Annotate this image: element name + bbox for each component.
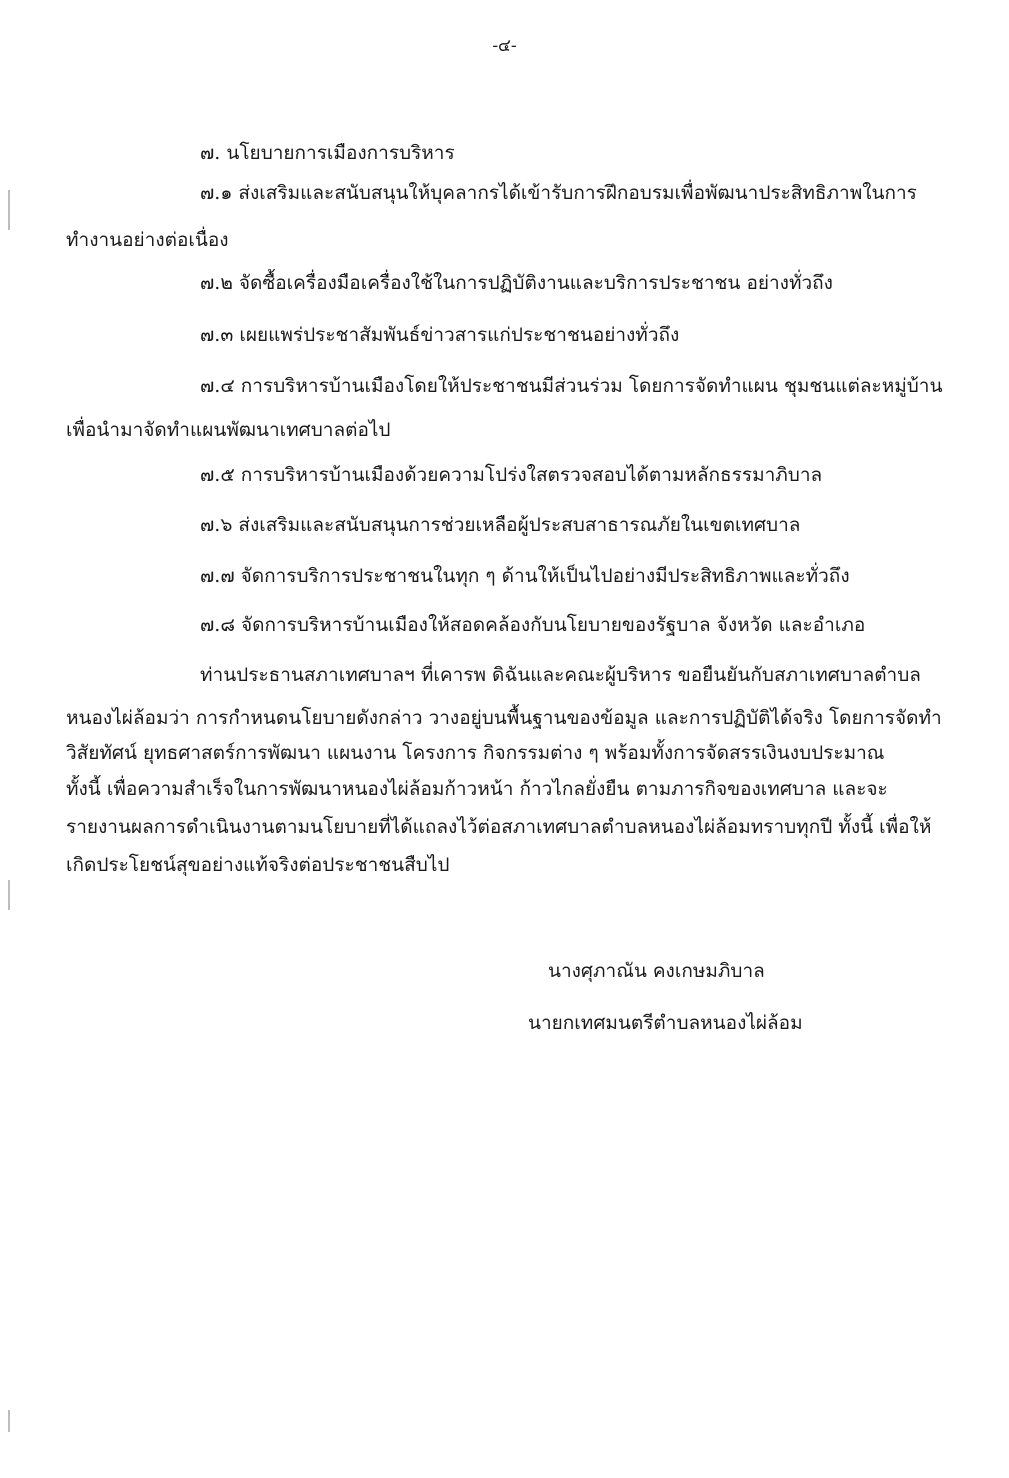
paragraph-line: หนองไผ่ล้อมว่า การกำหนดนโยบายดังกล่าว วางอยู่บนพื้นฐานของข้อมูล และการปฏิบัติได้จริง โดยการจัดทำ xyxy=(66,707,942,729)
policy-item-7-6: ๗.๖ ส่งเสริมและสนับสนุนการช่วยเหลือผู้ประสบสาธารณภัยในเขตเทศบาล xyxy=(200,514,801,536)
scan-edge-mark xyxy=(8,190,10,230)
policy-item-7-8: ๗.๘ จัดการบริหารบ้านเมืองให้สอดคล้องกับนโยบายของรัฐบาล จังหวัด และอำเภอ xyxy=(200,614,866,636)
paragraph-line: รายงานผลการดำเนินงานตามนโยบายที่ได้แถลงไว้ต่อสภาเทศบาลตำบลหนองไผ่ล้อมทราบทุกปี ทั้งนี้ เพื่อให้ xyxy=(66,816,932,838)
scan-edge-mark xyxy=(8,880,10,910)
policy-item-7-4: ๗.๔ การบริหารบ้านเมืองโดยให้ประชาชนมีส่วนร่วม โดยการจัดทำแผน ชุมชนแต่ละหมู่บ้าน xyxy=(200,375,943,397)
signatory-title: นายกเทศมนตรีตำบลหนองไผ่ล้อม xyxy=(528,1012,803,1034)
policy-item-7-1-continuation: ทำงานอย่างต่อเนื่อง xyxy=(66,229,229,251)
policy-item-7-3: ๗.๓ เผยแพร่ประชาสัมพันธ์ข่าวสารแก่ประชาชนอย่างทั่วถึง xyxy=(200,324,680,346)
section-heading: ๗. นโยบายการเมืองการบริหาร xyxy=(200,142,455,164)
policy-item-7-5: ๗.๕ การบริหารบ้านเมืองด้วยความโปร่งใสตรวจสอบได้ตามหลักธรรมาภิบาล xyxy=(200,464,823,486)
policy-item-7-1: ๗.๑ ส่งเสริมและสนับสนุนให้บุคลากรได้เข้ารับการฝึกอบรมเพื่อพัฒนาประสิทธิภาพในการ xyxy=(200,182,917,204)
policy-item-7-2: ๗.๒ จัดซื้อเครื่องมือเครื่องใช้ในการปฏิบัติงานและบริการประชาชน อย่างทั่วถึง xyxy=(200,272,833,294)
policy-item-7-4-continuation: เพื่อนำมาจัดทำแผนพัฒนาเทศบาลต่อไป xyxy=(66,419,391,441)
policy-item-7-7: ๗.๗ จัดการบริการประชาชนในทุก ๆ ด้านให้เป็นไปอย่างมีประสิทธิภาพและทั่วถึง xyxy=(200,565,850,587)
page-number: -๔- xyxy=(492,36,517,56)
paragraph-line: ท่านประธานสภาเทศบาลฯ ที่เคารพ ดิฉันและคณะผู้บริหาร ขอยืนยันกับสภาเทศบาลตำบล xyxy=(200,664,921,686)
paragraph-line: เกิดประโยชน์สุขอย่างแท้จริงต่อประชาชนสืบไป xyxy=(66,854,450,876)
paragraph-line: ทั้งนี้ เพื่อความสำเร็จในการพัฒนาหนองไผ่ล้อมก้าวหน้า ก้าวไกลยั่งยืน ตามภารกิจของเทศบาล และจะ xyxy=(66,778,888,800)
scan-edge-mark xyxy=(8,1410,10,1432)
signatory-name: นางศุภาณัน คงเกษมภิบาล xyxy=(548,960,765,982)
paragraph-line: วิสัยทัศน์ ยุทธศาสตร์การพัฒนา แผนงาน โครงการ กิจกรรมต่าง ๆ พร้อมทั้งการจัดสรรเงินงบประมาณ xyxy=(66,742,885,764)
